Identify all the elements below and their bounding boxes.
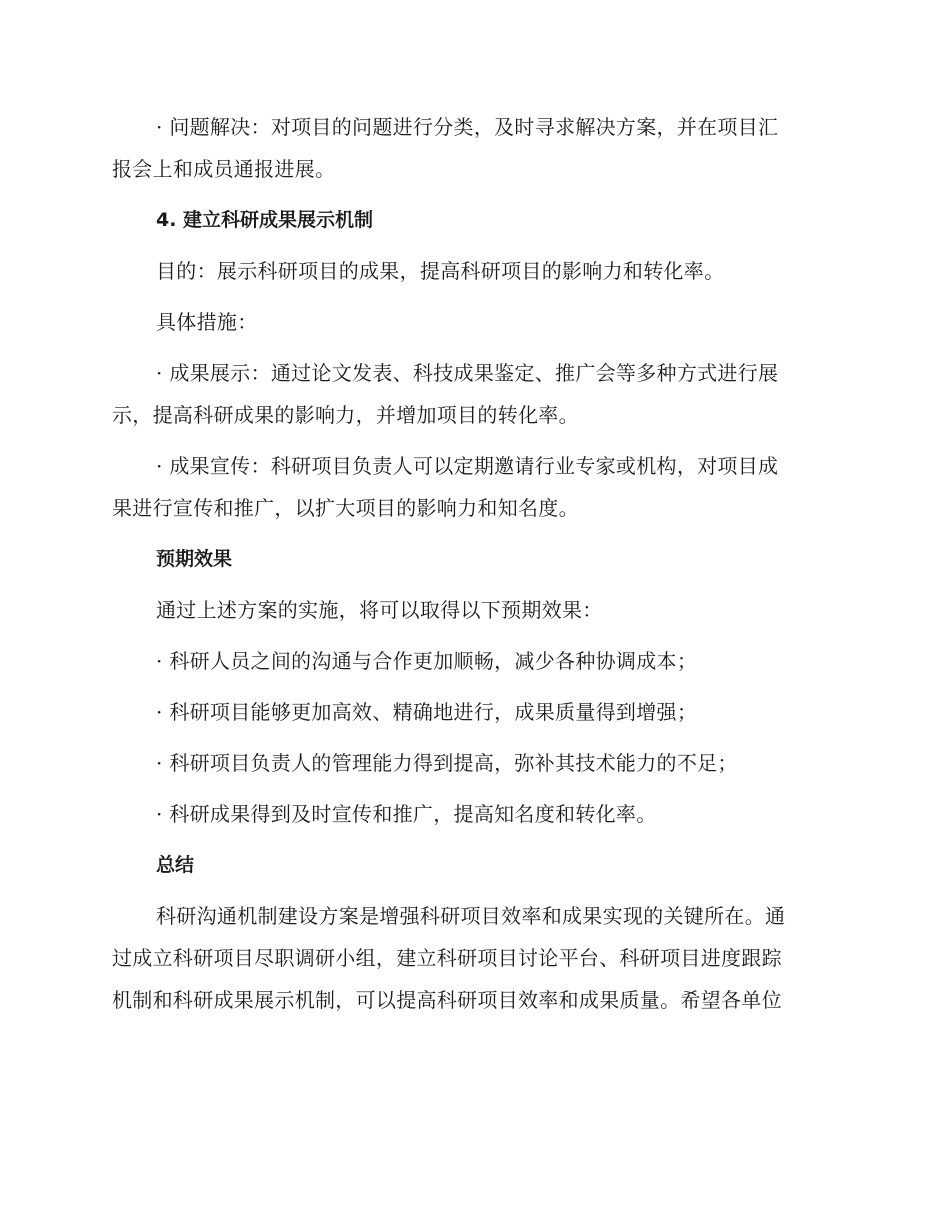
document-page [112, 106, 828, 1030]
list-item [112, 742, 828, 784]
text-line: · 科研项目能够更加高效、精确地进行，成果质量得到增强； [156, 700, 698, 724]
paragraph-purpose [112, 250, 828, 292]
text-line: 过成立科研项目尽职调研小组，建立科研项目讨论平台、科研项目进度跟踪 [112, 946, 782, 970]
text-line: 具体措施： [156, 310, 258, 334]
text-line: 通过上述方案的实施，将可以取得以下预期效果： [156, 598, 603, 622]
paragraph-expected-intro [112, 589, 828, 631]
text-line: 机制和科研成果展示机制，可以提高科研项目效率和成果质量。希望各单位 [112, 988, 782, 1012]
paragraph-measures-label [112, 301, 828, 343]
paragraph-summary [112, 895, 828, 1021]
paragraph-result-display [112, 352, 828, 436]
paragraph-result-promotion [112, 445, 828, 529]
text-line: · 科研人员之间的沟通与合作更加顺畅，减少各种协调成本； [156, 649, 698, 673]
text-line: 果进行宣传和推广，以扩大项目的影响力和知名度。 [112, 496, 579, 520]
paragraph-problem-solving [112, 106, 828, 190]
text-line: · 科研项目负责人的管理能力得到提高，弥补其技术能力的不足； [156, 751, 738, 775]
text-line: 目的：展示科研项目的成果，提高科研项目的影响力和转化率。 [156, 259, 725, 283]
text-line: · 成果宣传：科研项目负责人可以定期邀请行业专家或机构，对项目成 [156, 454, 779, 478]
list-item [112, 793, 828, 835]
list-item [112, 691, 828, 733]
text-line: · 问题解决：对项目的问题进行分类，及时寻求解决方案，并在项目汇 [156, 115, 779, 139]
section-heading: 总结 [156, 854, 195, 876]
text-line: 报会上和成员通报进展。 [112, 157, 336, 181]
list-item [112, 640, 828, 682]
text-line: 示，提高科研成果的影响力，并增加项目的转化率。 [112, 403, 579, 427]
text-line: 科研沟通机制建设方案是增强科研项目效率和成果实现的关键所在。通 [156, 904, 786, 928]
section-heading: 4. 建立科研成果展示机制 [156, 209, 374, 231]
section-heading: 预期效果 [156, 548, 233, 570]
text-line: · 成果展示：通过论文发表、科技成果鉴定、推广会等多种方式进行展 [156, 361, 779, 385]
text-line: · 科研成果得到及时宣传和推广，提高知名度和转化率。 [156, 802, 657, 826]
